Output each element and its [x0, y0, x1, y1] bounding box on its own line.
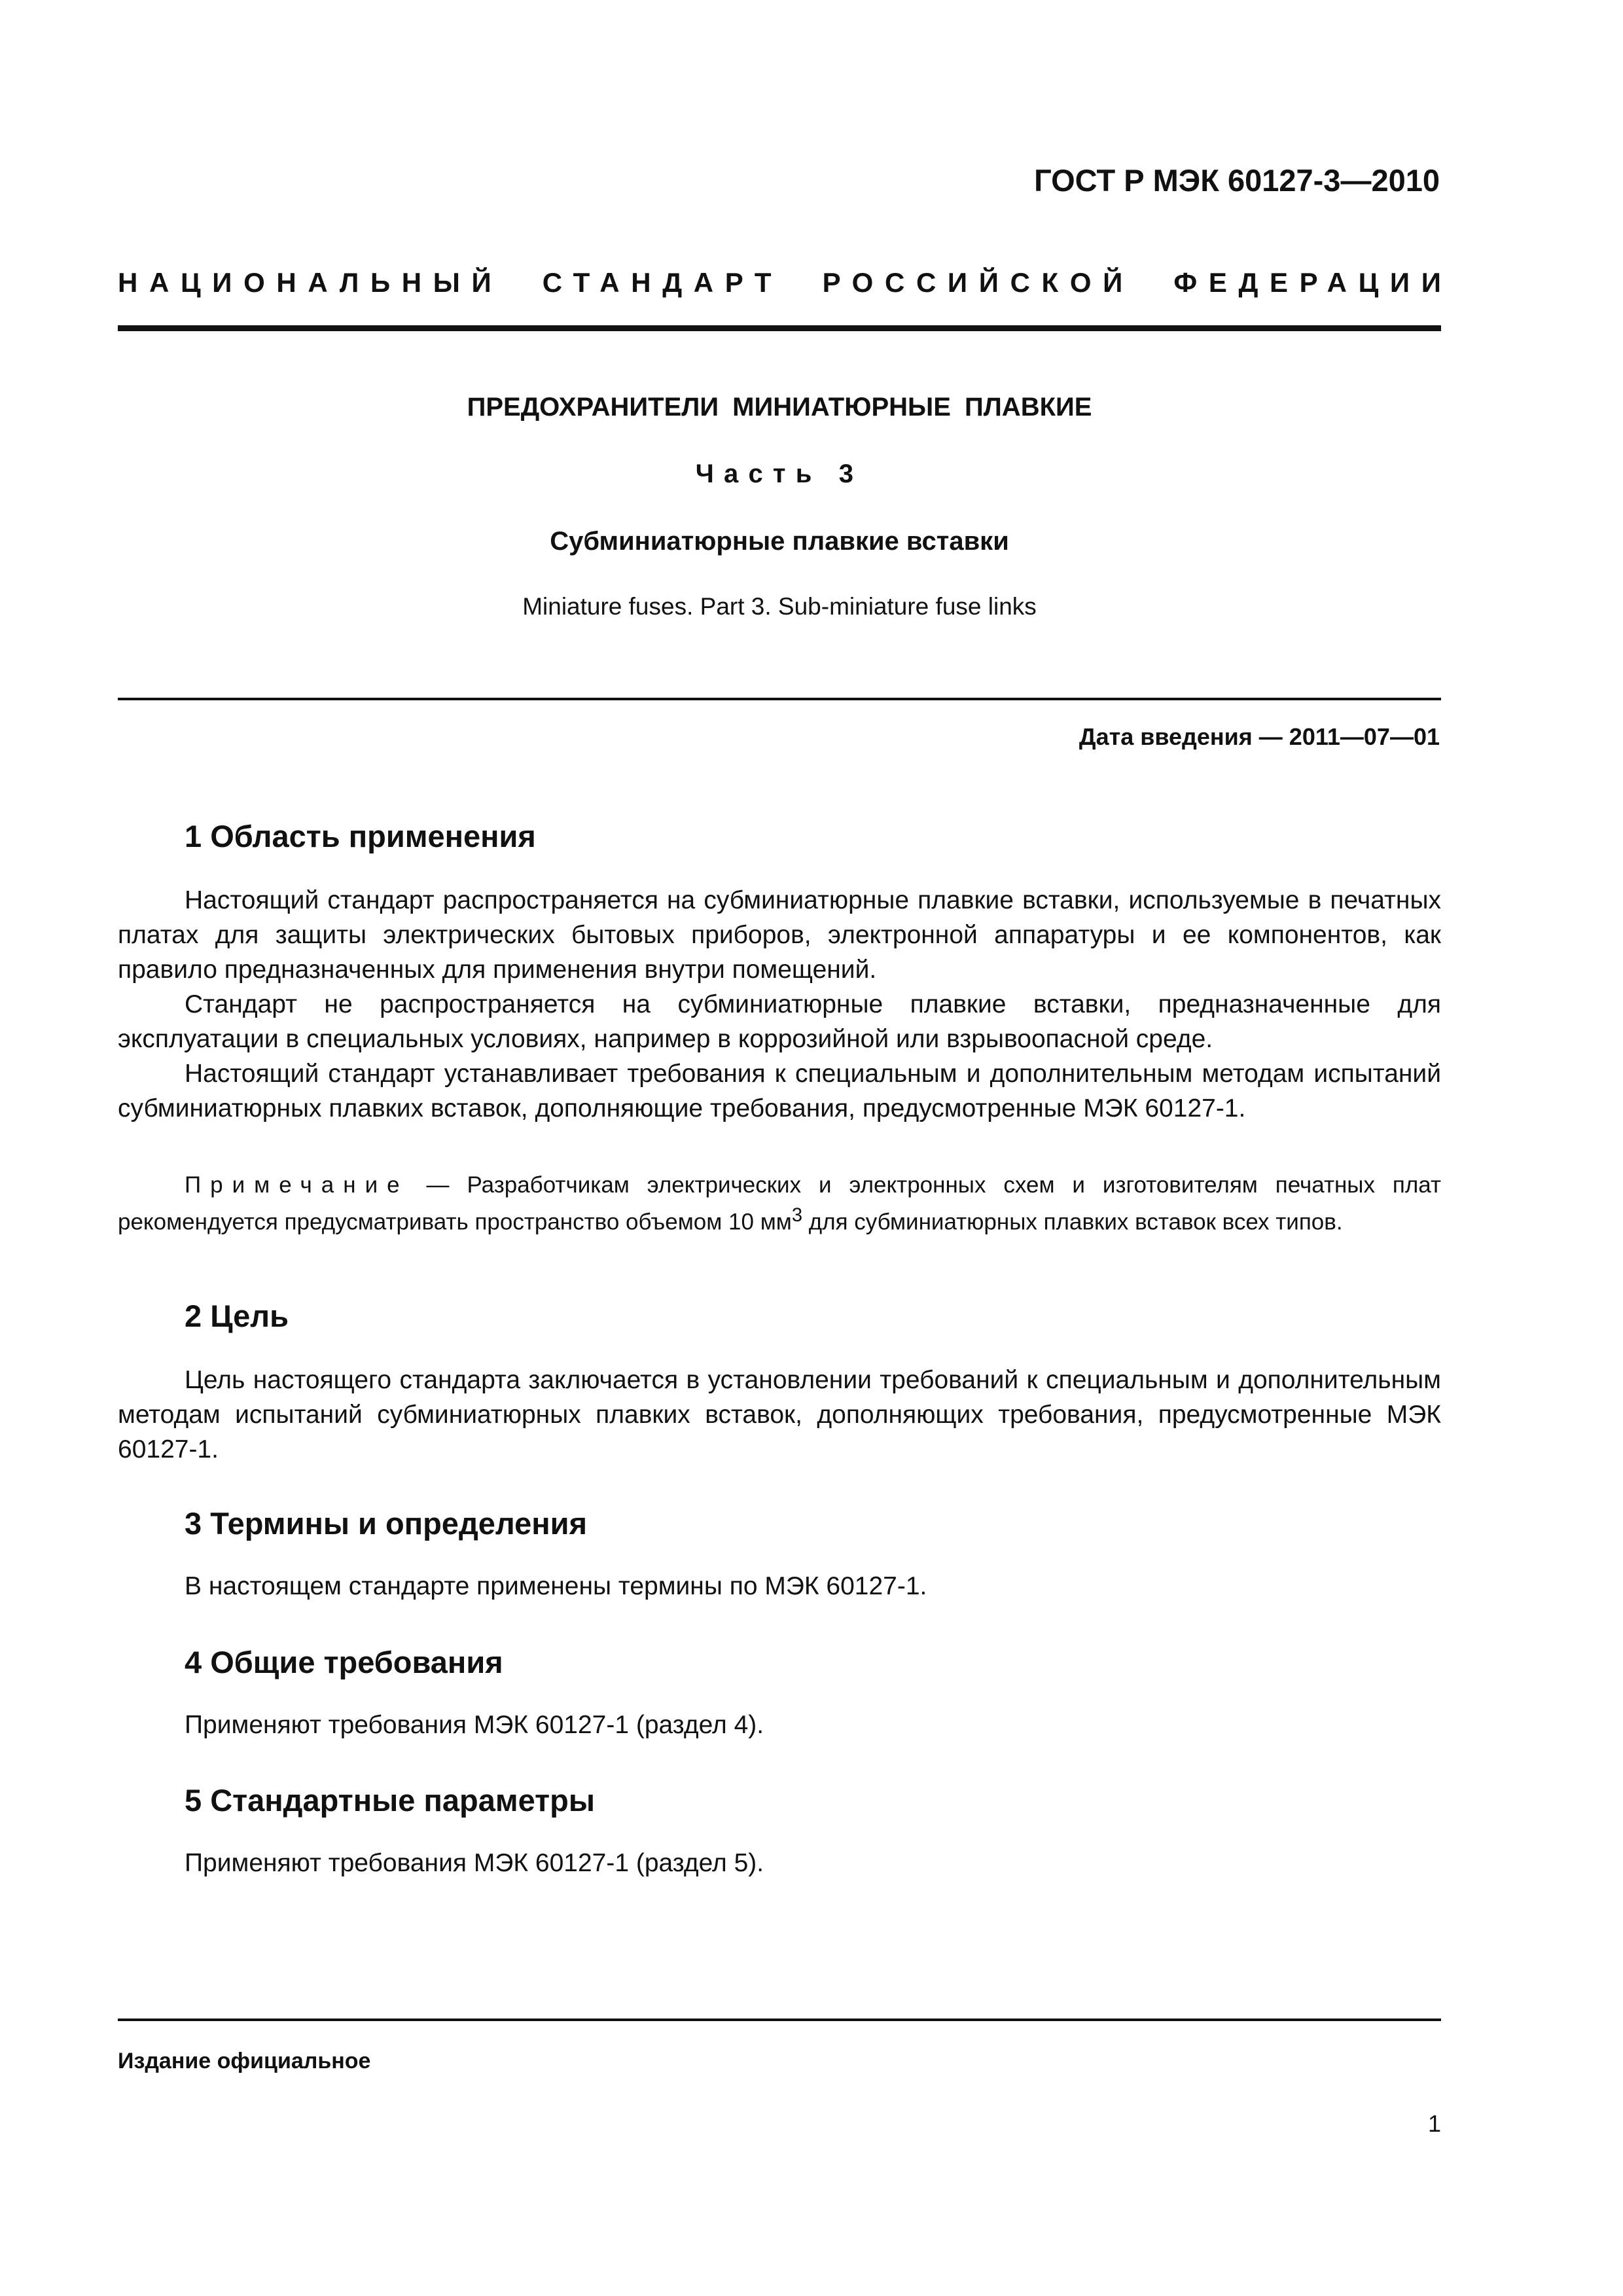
section-heading: 3 Термины и определения — [185, 1506, 587, 1541]
title-rule — [118, 698, 1441, 700]
header-rule — [118, 325, 1441, 331]
footer-rule — [118, 2018, 1441, 2021]
section-heading: 1 Область применения — [185, 819, 536, 853]
document-title: ПРЕДОХРАНИТЕЛИ МИНИАТЮРНЫЕ ПЛАВКИЕ — [467, 393, 1092, 422]
english-title: Miniature fuses. Part 3. Sub-miniature fuse links — [522, 593, 1037, 620]
section-paragraph — [118, 1056, 1441, 1126]
section-paragraph: Применяют требования МЭК 60127-1 (раздел 5). — [185, 1849, 764, 1877]
section-paragraph: Применяют требования МЭК 60127-1 (раздел 4). — [185, 1711, 764, 1739]
paragraph-text: Стандарт не распространяется на субминиатюрные плавкие вставки, предназначенные для эксплуатации в специальных условиях, например в коррозийной или взрывоопасной среде. — [118, 990, 1441, 1053]
paragraph-text: Настоящий стандарт распространяется на субминиатюрные плавкие вставки, используемые в печатных платах для защиты электрических бытовых приборов, электронной аппаратуры и ее компонентов, как правило предназначенных для применения внутри помещений. — [118, 886, 1441, 984]
banner-word: НАЦИОНАЛЬНЫЙ — [118, 267, 503, 298]
note-text-end: для субминиатюрных плавких вставок всех типов. — [802, 1209, 1343, 1235]
banner-word: РОССИЙСКОЙ — [822, 267, 1134, 298]
document-code: ГОСТ Р МЭК 60127-3—2010 — [1034, 163, 1440, 198]
paragraph-text: Настоящий стандарт устанавливает требования к специальным и дополнительным методам испытаний субминиатюрных плавких вставок, дополняющие требования, предусмотренные МЭК 60127-1. — [118, 1060, 1441, 1122]
paragraph-text: Цель настоящего стандарта заключается в установлении требований к специальным и дополнительным методам испытаний субминиатюрных плавких вставок, дополняющих требования, предусмотренные МЭК 60127-1. — [118, 1366, 1441, 1463]
note-superscript: 3 — [791, 1205, 803, 1226]
section-paragraph — [118, 1363, 1441, 1467]
page-number: 1 — [1427, 2110, 1441, 2137]
section-paragraph: В настоящем стандарте применены термины по МЭК 60127-1. — [185, 1572, 927, 1600]
section-heading: 4 Общие требования — [185, 1645, 503, 1679]
section-note — [118, 1170, 1441, 1238]
banner-word: ФЕДЕРАЦИИ — [1173, 267, 1453, 298]
section-paragraph — [118, 883, 1441, 987]
edition-label: Издание официальное — [118, 2049, 371, 2073]
banner-word: СТАНДАРТ — [542, 267, 783, 298]
document-part: Часть 3 — [695, 459, 864, 488]
note-text: — Разработчикам электрических и электронных схем и изготовителям печатных плат рекомендуется предусматривать пространство объемом 10 мм — [118, 1172, 1441, 1235]
section-heading: 2 Цель — [185, 1299, 289, 1333]
note-label: Примечание — [185, 1172, 409, 1198]
introduction-date: Дата введения — 2011—07—01 — [1079, 723, 1440, 750]
document-subtitle: Субминиатюрные плавкие вставки — [550, 527, 1009, 556]
section-heading: 5 Стандартные параметры — [185, 1783, 596, 1818]
national-standard-banner — [118, 267, 1453, 298]
section-paragraph — [118, 987, 1441, 1056]
